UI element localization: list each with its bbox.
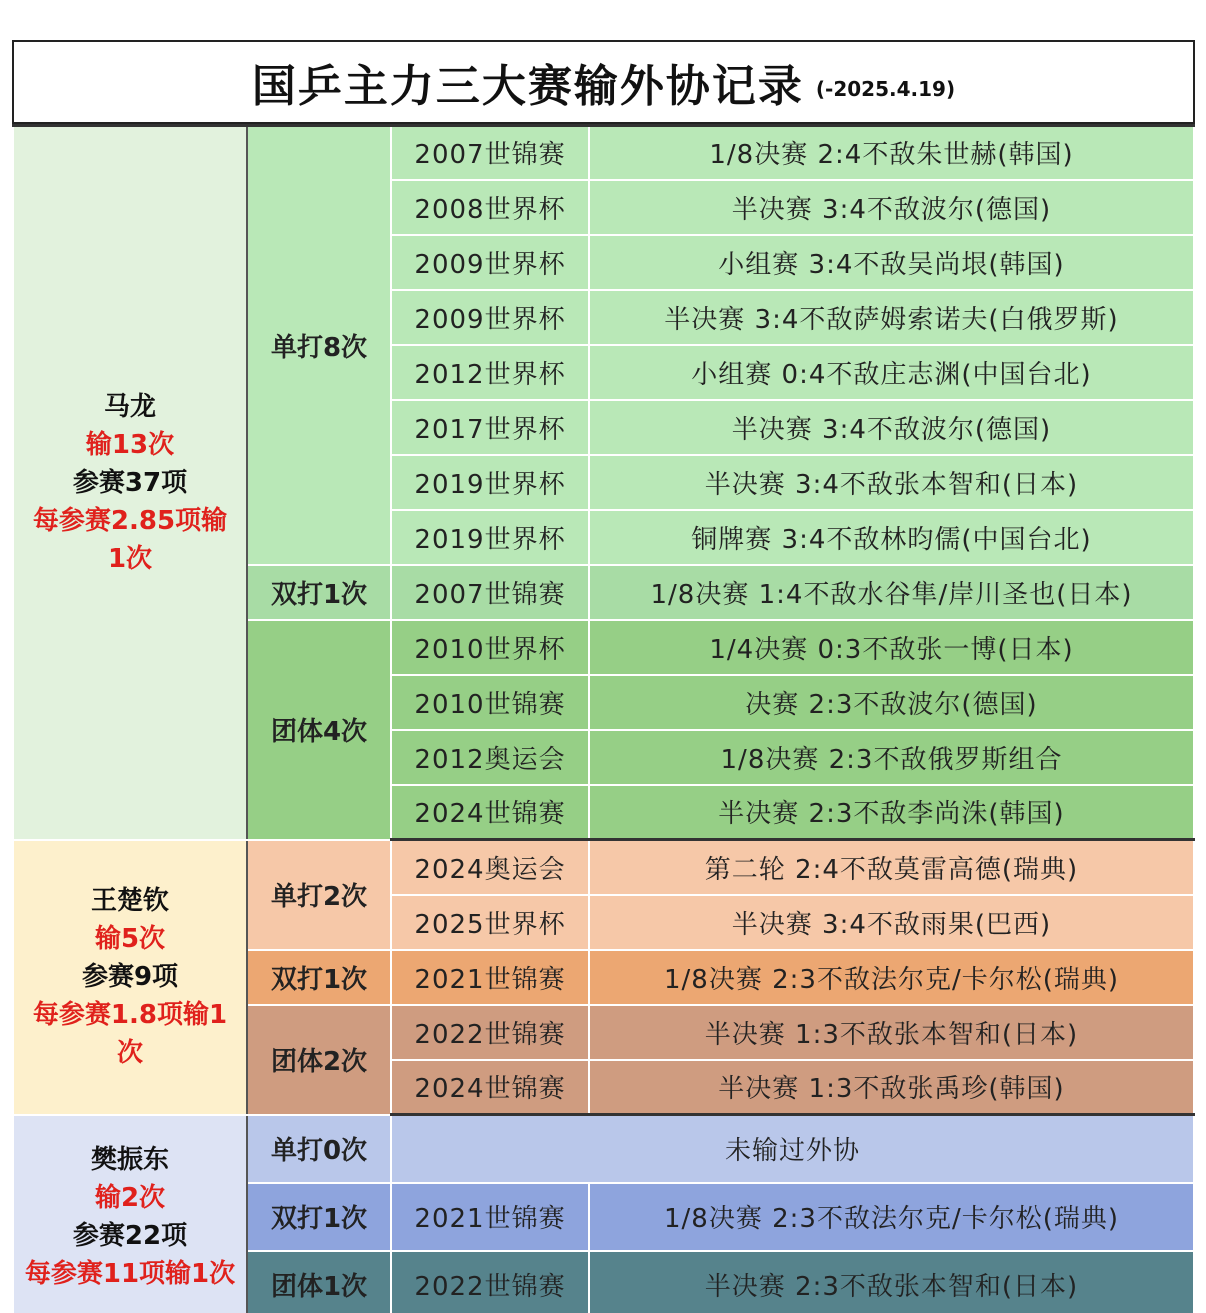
event-cell: 2025世界杯 <box>391 895 589 950</box>
records-table <box>12 124 1195 1313</box>
player-name: 王楚钦 <box>90 886 169 916</box>
player-cell-wang-chuqin <box>13 840 247 1115</box>
event-cell: 2009世界杯 <box>391 290 589 345</box>
event-cell: 2019世界杯 <box>391 510 589 565</box>
result-cell: 半决赛 2:3不敌张本智和(日本) <box>589 1251 1194 1313</box>
result-cell: 1/8决赛 2:3不敌法尔克/卡尔松(瑞典) <box>589 950 1194 1005</box>
result-cell: 决赛 2:3不敌波尔(德国) <box>589 675 1194 730</box>
event-cell: 2009世界杯 <box>391 235 589 290</box>
category-singles: 单打2次 <box>247 840 391 950</box>
result-cell: 1/8决赛 2:3不敌俄罗斯组合 <box>589 730 1194 785</box>
category-team: 团体4次 <box>247 620 391 840</box>
player-cell-ma-long <box>13 126 247 840</box>
result-cell: 半决赛 3:4不敌波尔(德国) <box>589 180 1194 235</box>
title-bar <box>12 40 1195 124</box>
result-cell: 1/8决赛 2:3不敌法尔克/卡尔松(瑞典) <box>589 1183 1194 1251</box>
player-entries: 参赛37项 <box>72 467 188 498</box>
player-losses: 输2次 <box>94 1182 166 1213</box>
result-cell: 1/8决赛 1:4不敌水谷隼/岸川圣也(日本) <box>589 565 1194 620</box>
result-cell: 小组赛 0:4不敌庄志渊(中国台北) <box>589 345 1194 400</box>
category-singles: 单打8次 <box>247 126 391 565</box>
player-entries: 参赛22项 <box>72 1220 188 1251</box>
table-row <box>13 126 1194 180</box>
player-name: 樊振东 <box>90 1144 169 1175</box>
event-cell: 2012奥运会 <box>391 730 589 785</box>
event-cell: 2017世界杯 <box>391 400 589 455</box>
result-cell: 半决赛 3:4不敌张本智和(日本) <box>589 455 1194 510</box>
player-entries: 参赛9项 <box>81 962 179 992</box>
category-team: 团体2次 <box>247 1005 391 1115</box>
category-doubles: 双打1次 <box>247 565 391 620</box>
event-cell: 2010世锦赛 <box>391 675 589 730</box>
title-date: (-2025.4.19) <box>815 77 956 101</box>
result-cell: 铜牌赛 3:4不敌林昀儒(中国台北) <box>589 510 1194 565</box>
result-cell: 1/8决赛 2:4不敌朱世赫(韩国) <box>589 126 1194 180</box>
result-cell: 半决赛 1:3不敌张禹珍(韩国) <box>589 1060 1194 1115</box>
result-cell: 半决赛 3:4不敌波尔(德国) <box>589 400 1194 455</box>
player-rate: 每参赛11项输1次 <box>24 1258 236 1289</box>
category-doubles: 双打1次 <box>247 950 391 1005</box>
player-losses: 输5次 <box>94 924 166 954</box>
record-sheet <box>12 40 1195 1310</box>
event-cell: 2024世锦赛 <box>391 1060 589 1115</box>
event-cell: 2007世锦赛 <box>391 126 589 180</box>
player-name: 马龙 <box>103 391 156 422</box>
player-cell-fan-zhendong <box>13 1115 247 1313</box>
player-rate: 每参赛1.8项输1次 <box>32 1000 228 1068</box>
table-row <box>13 1115 1194 1183</box>
event-cell: 2008世界杯 <box>391 180 589 235</box>
event-cell: 2019世界杯 <box>391 455 589 510</box>
category-doubles: 双打1次 <box>247 1183 391 1251</box>
player-losses: 输13次 <box>85 429 175 460</box>
page-title: 国乒主力三大赛输外协记录 <box>251 61 804 112</box>
event-cell: 2022世锦赛 <box>391 1005 589 1060</box>
event-cell: 2022世锦赛 <box>391 1251 589 1313</box>
event-cell: 2021世锦赛 <box>391 1183 589 1251</box>
result-cell: 1/4决赛 0:3不敌张一博(日本) <box>589 620 1194 675</box>
result-cell: 小组赛 3:4不敌吴尚垠(韩国) <box>589 235 1194 290</box>
event-cell: 2024奥运会 <box>391 840 589 895</box>
result-cell: 半决赛 1:3不敌张本智和(日本) <box>589 1005 1194 1060</box>
result-cell: 半决赛 3:4不敌萨姆索诺夫(白俄罗斯) <box>589 290 1194 345</box>
event-cell: 2024世锦赛 <box>391 785 589 840</box>
event-cell: 2010世界杯 <box>391 620 589 675</box>
event-cell: 2007世锦赛 <box>391 565 589 620</box>
no-loss-note: 未输过外协 <box>391 1115 1194 1183</box>
table-row <box>13 840 1194 895</box>
player-rate: 每参赛2.85项输1次 <box>32 505 228 574</box>
category-team: 团体1次 <box>247 1251 391 1313</box>
result-cell: 半决赛 3:4不敌雨果(巴西) <box>589 895 1194 950</box>
category-singles: 单打0次 <box>247 1115 391 1183</box>
event-cell: 2021世锦赛 <box>391 950 589 1005</box>
result-cell: 半决赛 2:3不敌李尚洙(韩国) <box>589 785 1194 840</box>
event-cell: 2012世界杯 <box>391 345 589 400</box>
result-cell: 第二轮 2:4不敌莫雷高德(瑞典) <box>589 840 1194 895</box>
